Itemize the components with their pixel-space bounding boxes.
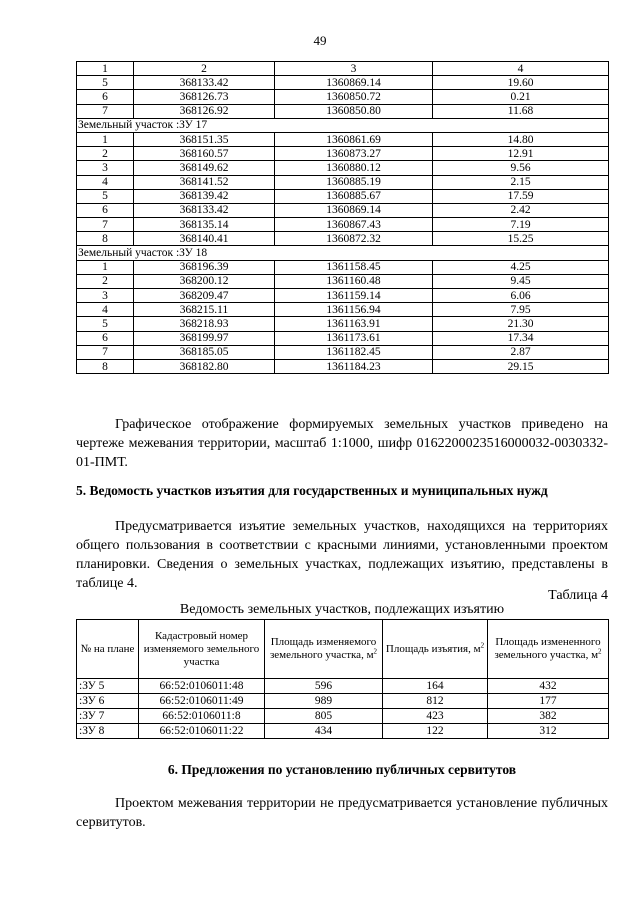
table-cell: 1360885.19 — [275, 175, 433, 189]
table-cell: 382 — [488, 709, 609, 724]
coordinates-table — [76, 61, 609, 374]
table-cell: 368141.52 — [134, 175, 275, 189]
table-cell: 1 — [77, 132, 134, 146]
table-cell: 9.45 — [433, 274, 609, 288]
table-cell: 17.34 — [433, 331, 609, 345]
table-cell: 2 — [77, 147, 134, 161]
table-row — [77, 147, 609, 161]
table-cell: 3 — [77, 289, 134, 303]
table-cell: 7.19 — [433, 218, 609, 232]
table-cell: 5 — [77, 76, 134, 90]
section-5-paragraph: Предусматривается изъятие земельных участков, находящихся на территориях общего пользования в соответствии с красными линиями, установленными проектом планировки. Сведения о земельных участках, подлежащих изъятию, представлены в таблице 4. — [76, 519, 608, 591]
table-row — [77, 331, 609, 345]
table-row — [77, 218, 609, 232]
section-6-paragraph: Проектом межевания территории не предусматривается установление публичных сервитутов. — [76, 796, 608, 830]
table-cell: 17.59 — [433, 189, 609, 203]
table-cell: 1360880.12 — [275, 161, 433, 175]
table-row — [77, 132, 609, 146]
table-row — [77, 90, 609, 104]
table-cell: 368215.11 — [134, 303, 275, 317]
table-cell: 29.15 — [433, 359, 609, 373]
table-cell: 1361159.14 — [275, 289, 433, 303]
table-cell: 368133.42 — [134, 203, 275, 217]
table-cell: 1360872.32 — [275, 232, 433, 246]
section-label: Земельный участок :ЗУ 18 — [77, 246, 609, 260]
table-cell: 1360867.43 — [275, 218, 433, 232]
section-label: Земельный участок :ЗУ 17 — [77, 118, 609, 132]
table-cell: 368149.62 — [134, 161, 275, 175]
table-cell: 66:52:0106011:49 — [139, 694, 265, 709]
table-row — [77, 189, 609, 203]
table-cell: 1360850.80 — [275, 104, 433, 118]
table-cell: 1360861.69 — [275, 132, 433, 146]
table-row — [77, 359, 609, 373]
table-cell: 1361160.48 — [275, 274, 433, 288]
table-cell: :ЗУ 8 — [77, 724, 139, 739]
header-cell: 1 — [77, 62, 134, 76]
table-row — [77, 709, 609, 724]
table-cell: 368140.41 — [134, 232, 275, 246]
table-cell: 368182.80 — [134, 359, 275, 373]
table-cell: 6.06 — [433, 289, 609, 303]
table-4-label: Таблица 4 — [548, 588, 608, 603]
table-cell: 66:52:0106011:8 — [139, 709, 265, 724]
table-row — [77, 694, 609, 709]
table-cell: 15.25 — [433, 232, 609, 246]
table-cell: 4 — [77, 303, 134, 317]
header-modified-area: Площадь измененного земельного участка, $м^2$ — [488, 620, 609, 679]
table-row — [77, 175, 609, 189]
table-cell: 1361182.45 — [275, 345, 433, 359]
header-cell: 3 — [275, 62, 433, 76]
table-cell: 9.56 — [433, 161, 609, 175]
table-cell: 368135.14 — [134, 218, 275, 232]
table-cell: 989 — [265, 694, 383, 709]
table-cell: 368218.93 — [134, 317, 275, 331]
table-row — [77, 679, 609, 694]
table-cell: 368160.57 — [134, 147, 275, 161]
table-cell: 12.91 — [433, 147, 609, 161]
table-cell: 66:52:0106011:22 — [139, 724, 265, 739]
table-cell: :ЗУ 7 — [77, 709, 139, 724]
table-cell: :ЗУ 5 — [77, 679, 139, 694]
table-cell: 14.80 — [433, 132, 609, 146]
table-cell: :ЗУ 6 — [77, 694, 139, 709]
table-cell: 1361156.94 — [275, 303, 433, 317]
table-cell: 11.68 — [433, 104, 609, 118]
table-row — [77, 317, 609, 331]
table-cell: 2.42 — [433, 203, 609, 217]
table-cell: 596 — [265, 679, 383, 694]
table-cell: 1360885.67 — [275, 189, 433, 203]
table-cell: 368196.39 — [134, 260, 275, 274]
table-row — [77, 260, 609, 274]
section-row — [77, 118, 609, 132]
table-cell: 5 — [77, 189, 134, 203]
header-withdrawal-area: Площадь изъятия, $м^2$ — [383, 620, 488, 679]
table-cell: 368199.97 — [134, 331, 275, 345]
table-cell: 177 — [488, 694, 609, 709]
table-cell: 8 — [77, 232, 134, 246]
table-cell: 19.60 — [433, 76, 609, 90]
table-cell: 3 — [77, 161, 134, 175]
page-number: 49 — [313, 33, 327, 48]
header-cell: 4 — [433, 62, 609, 76]
table-cell: 812 — [383, 694, 488, 709]
table-cell: 7 — [77, 218, 134, 232]
table-cell: 368126.73 — [134, 90, 275, 104]
table-row — [77, 232, 609, 246]
withdrawal-table — [76, 619, 609, 739]
table-cell: 423 — [383, 709, 488, 724]
table-cell: 368133.42 — [134, 76, 275, 90]
table-cell: 66:52:0106011:48 — [139, 679, 265, 694]
table-cell: 1360873.27 — [275, 147, 433, 161]
table-cell: 21.30 — [433, 317, 609, 331]
table-row — [77, 724, 609, 739]
table-cell: 368139.42 — [134, 189, 275, 203]
table-cell: 368200.12 — [134, 274, 275, 288]
table-4-title: Ведомость земельных участков, подлежащих изъятию — [179, 602, 505, 617]
table-cell: 368126.92 — [134, 104, 275, 118]
header-changed-area: Площадь изменяемого земельного участка, $м^2$ — [265, 620, 383, 679]
table-cell: 2.15 — [433, 175, 609, 189]
table-cell: 368185.05 — [134, 345, 275, 359]
table-cell: 6 — [77, 203, 134, 217]
table-row — [77, 289, 609, 303]
table-cell: 368151.35 — [134, 132, 275, 146]
section-row — [77, 246, 609, 260]
table-cell: 312 — [488, 724, 609, 739]
table-cell: 432 — [488, 679, 609, 694]
header-cadastral-number: Кадастровый номер изменяемого земельного участка — [139, 620, 265, 679]
table-cell: 2 — [77, 274, 134, 288]
table-cell: 1360850.72 — [275, 90, 433, 104]
table-cell: 4.25 — [433, 260, 609, 274]
table-cell: 1361158.45 — [275, 260, 433, 274]
table-cell: 122 — [383, 724, 488, 739]
section-5-heading: 5. Ведомость участков изъятия для государственных и муниципальных нужд — [76, 483, 548, 498]
table-row — [77, 161, 609, 175]
table-cell: 1360869.14 — [275, 76, 433, 90]
header-cell: 2 — [134, 62, 275, 76]
table-cell: 368209.47 — [134, 289, 275, 303]
table-cell: 0.21 — [433, 90, 609, 104]
table-row — [77, 76, 609, 90]
table-cell: 1 — [77, 260, 134, 274]
header-plan-number: № на плане — [77, 620, 139, 679]
table-row — [77, 274, 609, 288]
table-cell: 805 — [265, 709, 383, 724]
table-cell: 7 — [77, 345, 134, 359]
table-cell: 7.95 — [433, 303, 609, 317]
table-cell: 7 — [77, 104, 134, 118]
table-cell: 1361173.61 — [275, 331, 433, 345]
table-row — [77, 203, 609, 217]
table-row — [77, 303, 609, 317]
table-cell: 8 — [77, 359, 134, 373]
table-header-row — [77, 62, 609, 76]
table-cell: 1361163.91 — [275, 317, 433, 331]
table-cell: 5 — [77, 317, 134, 331]
table-cell: 6 — [77, 331, 134, 345]
table-cell: 1360869.14 — [275, 203, 433, 217]
table-cell: 1361184.23 — [275, 359, 433, 373]
table-row — [77, 345, 609, 359]
table-cell: 6 — [77, 90, 134, 104]
table-cell: 4 — [77, 175, 134, 189]
graphic-reference-paragraph: Графическое отображение формируемых земельных участков приведено на чертеже межевания территории, масштаб 1:1000, шифр 0162200023516000032-0030332-01-ПМТ. — [76, 417, 608, 470]
section-6-heading: 6. Предложения по установлению публичных сервитутов — [167, 762, 517, 777]
table-cell: 164 — [383, 679, 488, 694]
table-cell: 2.87 — [433, 345, 609, 359]
table-cell: 434 — [265, 724, 383, 739]
table-row — [77, 104, 609, 118]
